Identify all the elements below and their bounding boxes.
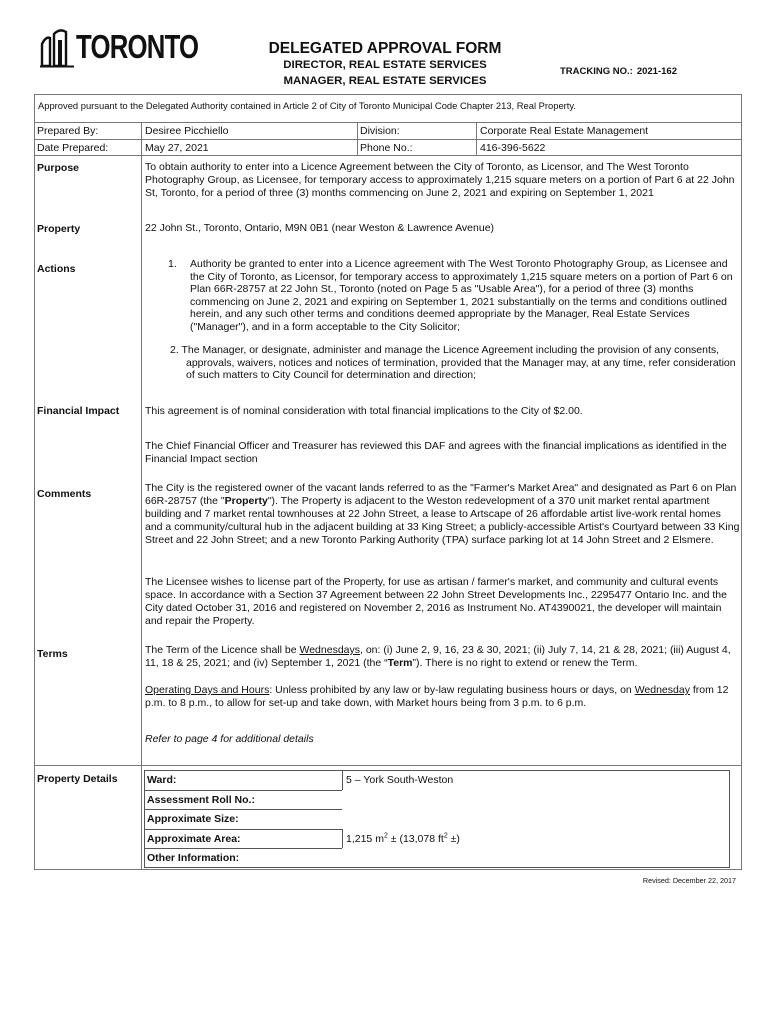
form-title: DELEGATED APPROVAL FORM	[268, 40, 502, 57]
action-2-text: 2. The Manager, or designate, administer and manage the Licence Agreement including the provision of any consents, approvals, waivers, notices and notices of termination, provided that the Manager may, at any time, refer consideration of such matters to City Council for determination and direction;	[170, 344, 736, 382]
division-label: Division:	[360, 125, 400, 137]
subtitle-director: DIRECTOR, REAL ESTATE SERVICES	[283, 59, 487, 71]
comments-paragraph-1	[145, 482, 741, 547]
area-superscript: 2	[383, 832, 388, 840]
additional-details-note: Refer to page 4 for additional details	[145, 733, 314, 745]
subtitle-manager: MANAGER, REAL ESTATE SERVICES	[283, 75, 487, 87]
date-prepared-value: May 27, 2021	[145, 142, 209, 154]
comments-text: "). The Property is adjacent to the Weston redevelopment of a 370 unit market rental apartment building and 7 market rental townhouses at 22 John Street, a lease to Artscape of 26 affordable artist live-work rental homes and a community/cultural hub in the adjacent building at 33 King Street; a publicly-accessible Artist's Courtyard between 33 King Street and 22 John Street; and a new Toronto Parking Authority (TPA) surface parking lot at 14 John Street and 2 Elsmere.	[145, 494, 740, 546]
column-divider	[357, 122, 358, 155]
action-1-text: Authority be granted to enter into a Licence agreement with The West Toronto Photography Group, as Licensee and the City of Toronto, as Licensor, for temporary access to approximately 1,215 square meters on a portion of Part 6 on Plan 66R-28757 at 22 John St., Toronto (noted on Page 5 as "Usable Area"), for a period of three (3) months commencing on June 2, 2021 and expiring on September 1, 2021 substantially on the terms and conditions outlined herein, and any such other terms and conditions deemed appropriate by the Manager, Real Estate Services ("Manager"), and in a form acceptable to the City Solicitor;	[190, 258, 733, 333]
column-divider	[476, 122, 477, 155]
financial-impact-label: Financial Impact	[37, 405, 120, 417]
property-text: 22 John St., Toronto, Ontario, M9N 0B1 (near Weston & Lawrence Avenue)	[145, 222, 495, 234]
operating-days-heading: Operating Days and Hours	[145, 684, 270, 696]
comments-text: The City is the registered owner of the vacant lands referred to as the "Farmer's Market Area" and designated as Part 6 on Plan 66R-28757 (the "	[145, 482, 737, 507]
approximate-area-label: Approximate Area:	[147, 832, 241, 845]
details-row-other	[144, 848, 730, 868]
action-item-2	[170, 344, 741, 382]
area-metric: 1,215 m	[346, 832, 384, 845]
division-value: Corporate Real Estate Management	[480, 125, 649, 137]
prepared-by-label: Prepared By:	[37, 125, 99, 137]
cfo-review-text: The Chief Financial Officer and Treasurer has reviewed this DAF and agrees with the financial implications as identified in the Financial Impact section	[145, 440, 727, 465]
divider	[34, 765, 742, 766]
terms-paragraph-1	[145, 644, 741, 670]
purpose-text: To obtain authority to enter into a Licence Agreement between the City of Toronto, as Licensor, and The West Toronto Photography Group, as Licensee, for temporary access to approximately 1,215 square meters on a portion of Part 6 at 22 John St, Toronto, for a period of three (3) months commencing on June 2, 2021 and expiring on September 1, 2021	[145, 161, 735, 199]
area-superscript: 2	[443, 832, 448, 840]
terms-paragraph-2	[145, 684, 741, 710]
details-row-roll	[144, 790, 730, 810]
details-row-ward	[144, 770, 730, 790]
details-row-area	[144, 829, 730, 849]
terms-wednesdays: Wednesdays	[299, 644, 360, 656]
property-label: Property	[37, 223, 81, 235]
ward-label: Ward:	[147, 774, 177, 786]
terms-text: : Unless prohibited by any law or by-law regulating business hours or days, on	[269, 684, 635, 696]
terms-text: , on: (i) June 2, 9, 16, 23 & 30, 2021; (ii) July 7, 14, 21 & 28, 2021; (iii) August 4, 11, 18 & 25, 2021; and (iv) September 1, 2021 (the “	[145, 644, 731, 669]
terms-label: Terms	[37, 648, 68, 660]
financial-impact-text: This agreement is of nominal consideration with total financial implications to the City of $2.00.	[145, 405, 583, 417]
terms-text: from 12 p.m. to 8 p.m., to allow for set-up and take down, with Market hours being from 3 p.m. to 6 p.m.	[145, 684, 729, 709]
tracking-number	[560, 66, 677, 77]
actions-label: Actions	[37, 263, 76, 275]
date-prepared-label: Date Prepared:	[37, 142, 109, 154]
column-divider	[141, 122, 142, 870]
comments-label: Comments	[37, 488, 92, 500]
terms-wednesday: Wednesday	[634, 684, 690, 696]
property-details-label: Property Details	[37, 773, 118, 785]
tracking-value: 2021-162	[636, 66, 677, 77]
terms-text: ”). There is no right to extend or renew the Term.	[412, 656, 638, 669]
authority-note: Approved pursuant to the Delegated Authority contained in Article 2 of City of Toronto Municipal Code Chapter 213, Real Property.	[38, 100, 576, 111]
area-imperial: ± (13,078 ft	[387, 832, 444, 845]
phone-label: Phone No.:	[360, 142, 413, 154]
action-1-number: 1.	[168, 258, 177, 270]
approximate-size-label: Approximate Size:	[147, 813, 239, 826]
terms-text: The Term of the Licence shall be	[145, 644, 300, 656]
city-hall-icon	[40, 26, 76, 68]
comments-paragraph-2: The Licensee wishes to license part of the Property, for use as artisan / farmer's market, and community and cultural events space. In accordance with a Section 37 Agreement between 22 John Street Developments Inc., 2295477 Ontario Inc. and the City dated October 31, 2016 and registered on November 2, 2016 as Instrument No. AT4390021, the developer will maintain and repair the Property.	[145, 576, 727, 627]
approximate-area-value	[346, 833, 460, 845]
property-details-table	[144, 770, 730, 868]
assessment-roll-label: Assessment Roll No.:	[147, 793, 255, 806]
property-defined-term: Property	[224, 494, 268, 507]
revised-date: Revised: December 22, 2017	[642, 876, 736, 885]
tracking-label: TRACKING NO.:	[560, 66, 633, 77]
prepared-by-value: Desiree Picchiello	[145, 125, 229, 137]
action-item-1	[168, 258, 741, 334]
term-defined-term: Term	[387, 656, 413, 669]
ward-value: 5 – York South-Weston	[346, 774, 454, 786]
phone-value: 416-396-5622	[480, 142, 546, 154]
details-row-size	[144, 809, 730, 829]
area-tolerance: ±)	[447, 832, 460, 845]
other-information-label: Other Information:	[147, 852, 240, 865]
logo-wordmark: TORONTO	[76, 28, 199, 65]
purpose-label: Purpose	[37, 162, 80, 174]
